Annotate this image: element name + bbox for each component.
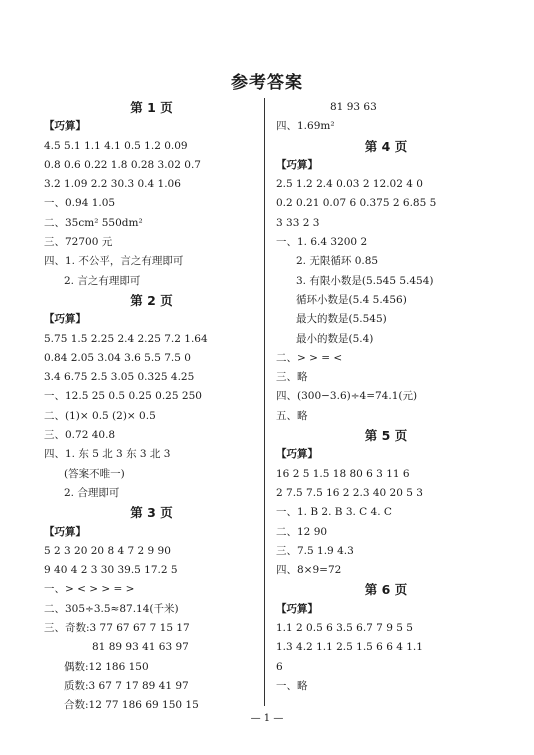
section-heading: 第 4 页 bbox=[364, 138, 408, 154]
answer-line: 四、(300−3.6)÷4=74.1(元) bbox=[276, 390, 418, 403]
answer-line: 五、略 bbox=[276, 409, 308, 422]
section-tag: 【巧算】 bbox=[276, 158, 318, 171]
answer-line: 最小的数是(5.4̇) bbox=[296, 332, 374, 345]
answer-line: 16 2 5 1.5 18 80 6 3 11 6 bbox=[276, 467, 410, 480]
answer-line: 1.3 4.2 1.1 2.5 1.5 6 6 4 1.1 bbox=[276, 641, 423, 654]
answer-line: 一、> < > > = > bbox=[44, 583, 135, 596]
answer-line: 最大的数是(5.545) bbox=[296, 313, 387, 326]
answer-line: 三、0.72 40.8 bbox=[44, 429, 116, 442]
answer-line: 3. 有限小数是(5.545 5.454) bbox=[296, 274, 434, 287]
section-heading: 第 6 页 bbox=[364, 582, 408, 598]
answer-line: 0.8 0.6 0.22 1.8 0.28 3.02 0.7 bbox=[44, 158, 201, 171]
answer-line: 5 2 3 20 20 8 4 7 2 9 90 bbox=[44, 544, 171, 557]
answer-line: 二、(1)× 0.5 (2)× 0.5 bbox=[44, 409, 156, 422]
answer-line: 0.84 2.05 3.04 3.6 5.5 7.5 0 bbox=[44, 351, 191, 364]
answer-line: 一、1. B 2. B 3. C 4. C bbox=[276, 506, 392, 519]
answer-line: 合数:12 77 186 69 150 15 bbox=[64, 699, 199, 712]
answer-line: 二、305÷3.5≈87.14(千米) bbox=[44, 602, 179, 615]
section-heading: 第 5 页 bbox=[364, 428, 408, 444]
answer-line: 9 40 4 2 3 30 39.5 17.2 5 bbox=[44, 564, 178, 577]
answer-line: 3.4 6.75 2.5 3.05 0.325 4.25 bbox=[44, 371, 195, 384]
answer-line: 2. 无限循环 0.85 bbox=[296, 255, 379, 268]
answer-line: 0.2 0.21 0.07 6 0.375 2 6.85 5 bbox=[276, 197, 437, 210]
answer-line: 一、略 bbox=[276, 679, 308, 692]
answer-line: (答案不唯一) bbox=[64, 467, 125, 480]
answer-line: 一、12.5 25 0.5 0.25 0.25 250 bbox=[44, 390, 202, 403]
answer-line: 偶数:12 186 150 bbox=[64, 660, 149, 673]
answer-line: 二、35cm² 550dm² bbox=[44, 216, 143, 229]
answer-line: 四、1. 不公平，言之有理即可 bbox=[44, 255, 184, 268]
answer-line: 81 93 63 bbox=[330, 101, 377, 113]
answer-line: 2.5 1.2 2.4 0.03 2 12.02 4 0 bbox=[276, 178, 423, 191]
section-tag: 【巧算】 bbox=[276, 602, 318, 615]
page-number: — 1 — bbox=[250, 713, 284, 724]
answer-line: 一、0.94 1.05 bbox=[44, 197, 116, 210]
answer-line: 循环小数是(5.4̇ 5.45̇6̇) bbox=[296, 293, 407, 306]
answer-line: 二、12 90 bbox=[276, 525, 328, 538]
column-divider bbox=[264, 98, 265, 706]
answer-line: 2. 合理即可 bbox=[64, 486, 120, 499]
section-tag: 【巧算】 bbox=[44, 313, 86, 326]
left-column bbox=[44, 98, 259, 716]
answer-line: 四、1. 东 5 北 3 东 3 北 3 bbox=[44, 448, 171, 461]
answer-line: 3 33 2 3 bbox=[276, 216, 320, 229]
answer-line: 5.75 1.5 2.25 2.4 2.25 7.2 1.64 bbox=[44, 332, 208, 345]
section-heading: 第 3 页 bbox=[130, 505, 173, 521]
answer-line: 三、奇数:3 77 67 67 7 15 17 bbox=[44, 622, 190, 635]
answer-line: 四、1.69m² bbox=[276, 120, 335, 133]
answer-line: 三、7.5 1.9 4.3 bbox=[276, 544, 354, 557]
answer-line: 2. 言之有理即可 bbox=[64, 274, 141, 287]
answer-line: 三、72700 元 bbox=[44, 236, 113, 249]
section-tag: 【巧算】 bbox=[44, 525, 86, 538]
page-title: 参考答案 bbox=[231, 73, 303, 93]
section-tag: 【巧算】 bbox=[276, 448, 318, 461]
section-heading: 第 2 页 bbox=[130, 292, 173, 308]
answer-line: 3.2 1.09 2.2 30.3 0.4 1.06 bbox=[44, 178, 181, 191]
answer-line: 2 7.5 7.5 16 2 2.3 40 20 5 3 bbox=[276, 486, 423, 499]
answer-line: 四、8×9=72 bbox=[276, 564, 342, 577]
answer-line: 6 bbox=[276, 660, 283, 673]
section-tag: 【巧算】 bbox=[44, 120, 86, 133]
answer-line: 1.1 2 0.5 6 3.5 6.7 7 9 5 5 bbox=[276, 622, 413, 635]
answer-line: 一、1. 6.4 3200 2 bbox=[276, 236, 368, 249]
answer-line: 81 89 93 41 63 97 bbox=[92, 641, 189, 654]
right-column bbox=[276, 98, 496, 696]
section-heading: 第 1 页 bbox=[130, 100, 173, 115]
answer-line: 三、略 bbox=[276, 371, 308, 384]
answer-line: 4.5 5.1 1.1 4.1 0.5 1.2 0.09 bbox=[44, 139, 188, 152]
answer-line: 二、> > = < bbox=[276, 351, 343, 364]
answer-line: 质数:3 67 7 17 89 41 97 bbox=[64, 679, 189, 692]
